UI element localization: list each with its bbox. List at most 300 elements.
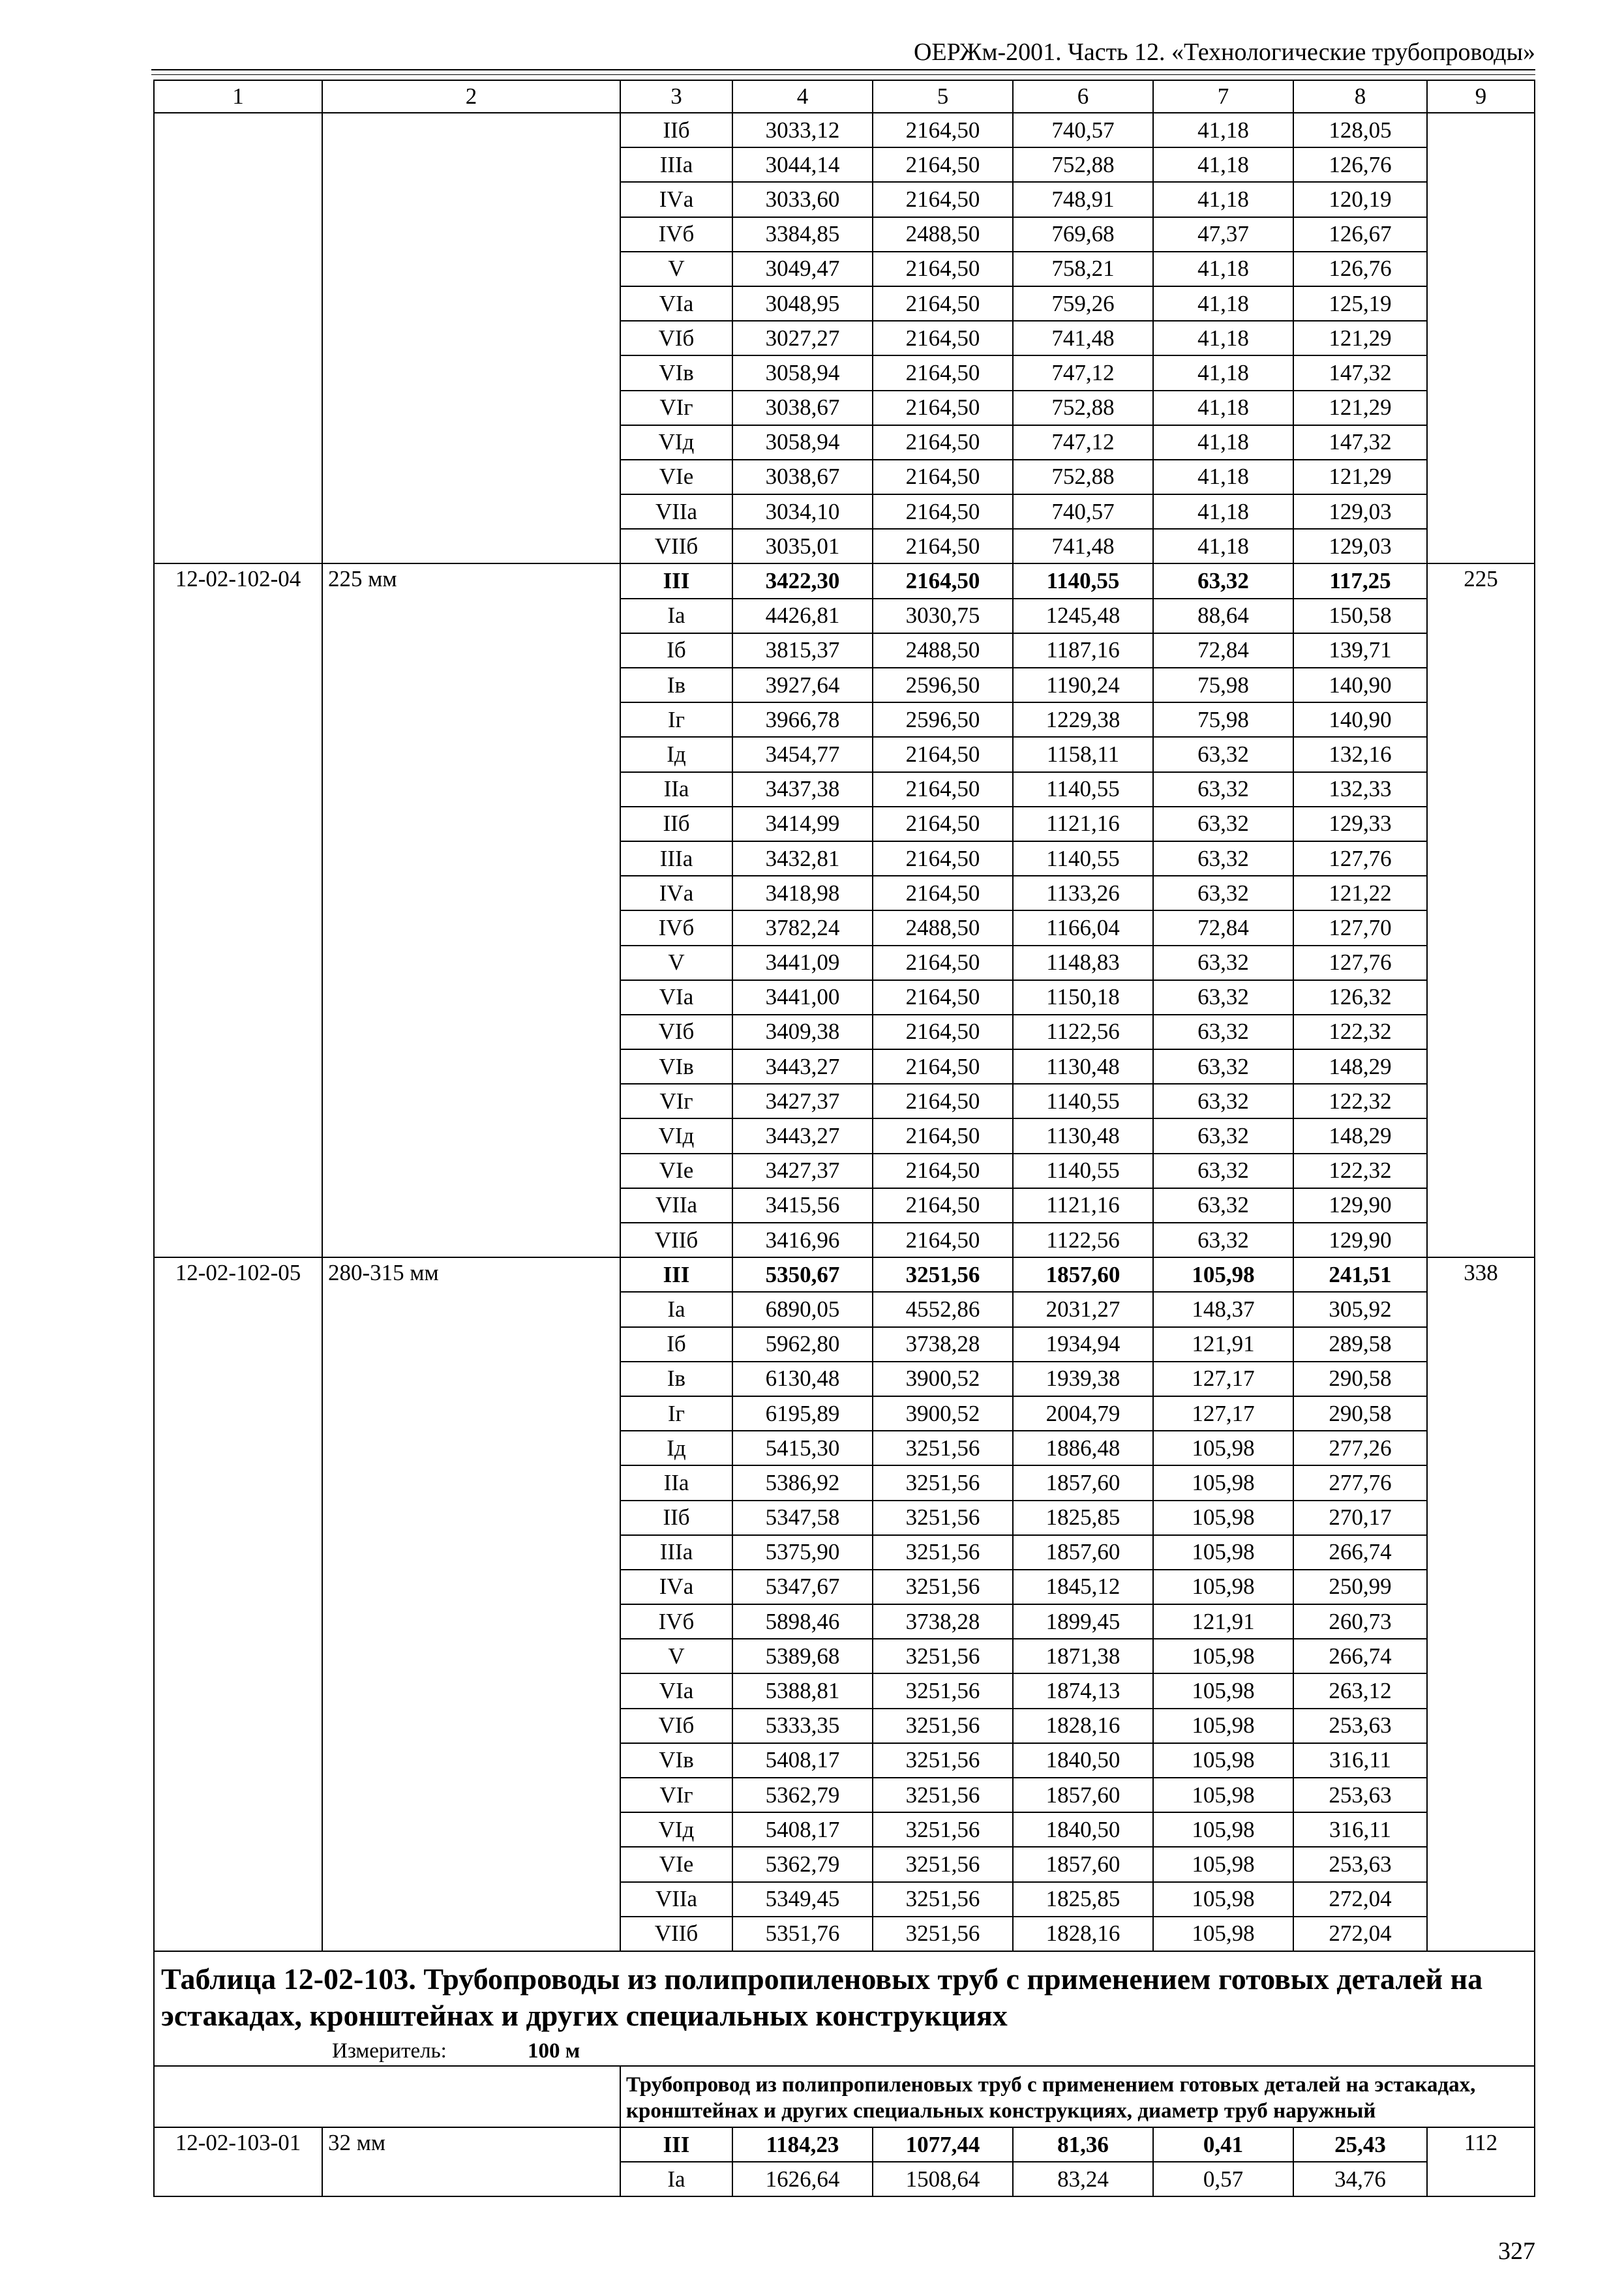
running-header: ОЕРЖм-2001. Часть 12. «Технологические трубопроводы» (151, 38, 1535, 70)
value-cell: 121,22 (1293, 876, 1427, 910)
value-cell: 122,32 (1293, 1154, 1427, 1188)
value-cell: 1187,16 (1013, 633, 1153, 668)
value-cell: 81,36 (1013, 2127, 1153, 2162)
value-cell: 1825,85 (1013, 1501, 1153, 1535)
value-cell: 6890,05 (732, 1292, 873, 1326)
value-cell: 41,18 (1153, 147, 1293, 182)
value-cell: 277,76 (1293, 1465, 1427, 1500)
value-cell: 126,67 (1293, 217, 1427, 252)
value-cell: 5350,67 (732, 1257, 873, 1292)
value-cell: 241,51 (1293, 1257, 1427, 1292)
col9-cell (1427, 113, 1535, 563)
description: Трубопровод из полипропиленовых труб с применением готовых деталей на эстакадах, кронштейнах и других специальных конструкциях, диаметр труб наружный (620, 2066, 1535, 2127)
value-cell: 266,74 (1293, 1535, 1427, 1570)
value-cell: 752,88 (1013, 391, 1153, 425)
zone-cell: IVб (620, 910, 732, 945)
value-cell: 3251,56 (873, 1673, 1013, 1708)
value-cell: 105,98 (1153, 1431, 1293, 1465)
value-cell: 3414,99 (732, 807, 873, 841)
value-cell: 63,32 (1153, 1223, 1293, 1257)
value-cell: 3049,47 (732, 252, 873, 286)
value-cell: 2164,50 (873, 737, 1013, 771)
value-cell: 129,03 (1293, 494, 1427, 529)
value-cell: 127,17 (1153, 1362, 1293, 1396)
value-cell: 105,98 (1153, 1917, 1293, 1951)
value-cell: 105,98 (1153, 1465, 1293, 1500)
zone-cell: VIе (620, 1154, 732, 1188)
value-cell: 63,32 (1153, 807, 1293, 841)
value-cell: 41,18 (1153, 391, 1293, 425)
value-cell: 63,32 (1153, 876, 1293, 910)
value-cell: 2164,50 (873, 807, 1013, 841)
value-cell: 121,91 (1153, 1327, 1293, 1362)
value-cell: 105,98 (1153, 1673, 1293, 1708)
value-cell: 1871,38 (1013, 1639, 1153, 1673)
zone-cell: VIд (620, 425, 732, 460)
value-cell: 121,91 (1153, 1604, 1293, 1639)
column-number: 6 (1013, 80, 1153, 113)
description-row (154, 2066, 1535, 2127)
value-cell: 148,29 (1293, 1118, 1427, 1153)
value-cell: 250,99 (1293, 1570, 1427, 1604)
value-cell: 4426,81 (732, 599, 873, 633)
value-cell: 3048,95 (732, 286, 873, 321)
value-cell: 266,74 (1293, 1639, 1427, 1673)
value-cell: 3782,24 (732, 910, 873, 945)
zone-cell: VIIб (620, 529, 732, 563)
zone-cell: VIг (620, 1778, 732, 1812)
meter-label: Измеритель: (332, 2039, 447, 2063)
value-cell: 1845,12 (1013, 1570, 1153, 1604)
value-cell: 769,68 (1013, 217, 1153, 252)
rate-code: 12-02-102-04 (154, 563, 322, 1257)
value-cell: 5362,79 (732, 1847, 873, 1881)
value-cell: 3033,60 (732, 182, 873, 217)
value-cell: 41,18 (1153, 494, 1293, 529)
value-cell: 3416,96 (732, 1223, 873, 1257)
value-cell: 1939,38 (1013, 1362, 1153, 1396)
value-cell: 270,17 (1293, 1501, 1427, 1535)
value-cell: 2596,50 (873, 702, 1013, 737)
column-number: 7 (1153, 80, 1293, 113)
value-cell: 1150,18 (1013, 980, 1153, 1015)
zone-cell: VIа (620, 286, 732, 321)
zone-cell: VIIа (620, 1188, 732, 1223)
value-cell: 105,98 (1153, 1812, 1293, 1847)
value-cell: 72,84 (1153, 633, 1293, 668)
rate-code: 12-02-103-01 (154, 2127, 322, 2196)
value-cell: 5388,81 (732, 1673, 873, 1708)
value-cell: 3454,77 (732, 737, 873, 771)
zone-cell: V (620, 946, 732, 980)
zone-cell: VIIб (620, 1917, 732, 1951)
value-cell: 5362,79 (732, 1778, 873, 1812)
rates-table-body (154, 80, 1535, 2196)
value-cell: 125,19 (1293, 286, 1427, 321)
value-cell: 139,71 (1293, 633, 1427, 668)
value-cell: 25,43 (1293, 2127, 1427, 2162)
value-cell: 1077,44 (873, 2127, 1013, 2162)
zone-cell: VIе (620, 460, 732, 494)
value-cell: 147,32 (1293, 425, 1427, 460)
value-cell: 2164,50 (873, 1223, 1013, 1257)
value-cell: 5408,17 (732, 1743, 873, 1778)
value-cell: 105,98 (1153, 1501, 1293, 1535)
value-cell: 1229,38 (1013, 702, 1153, 737)
value-cell: 1874,13 (1013, 1673, 1153, 1708)
value-cell: 3030,75 (873, 599, 1013, 633)
value-cell: 83,24 (1013, 2162, 1153, 2196)
value-cell: 2164,50 (873, 772, 1013, 807)
value-cell: 3044,14 (732, 147, 873, 182)
value-cell: 277,26 (1293, 1431, 1427, 1465)
rate-name: 280-315 мм (322, 1257, 620, 1951)
value-cell: 1626,64 (732, 2162, 873, 2196)
value-cell: 5898,46 (732, 1604, 873, 1639)
value-cell: 63,32 (1153, 563, 1293, 598)
value-cell: 3251,56 (873, 1465, 1013, 1500)
value-cell: 1148,83 (1013, 946, 1153, 980)
value-cell: 3251,56 (873, 1431, 1013, 1465)
value-cell: 2164,50 (873, 182, 1013, 217)
value-cell: 105,98 (1153, 1847, 1293, 1881)
value-cell: 1122,56 (1013, 1015, 1153, 1049)
column-number: 9 (1427, 80, 1535, 113)
value-cell: 1166,04 (1013, 910, 1153, 945)
value-cell: 1857,60 (1013, 1778, 1153, 1812)
value-cell: 3427,37 (732, 1154, 873, 1188)
value-cell: 88,64 (1153, 599, 1293, 633)
value-cell: 41,18 (1153, 460, 1293, 494)
value-cell: 3418,98 (732, 876, 873, 910)
rate-code: 12-02-102-05 (154, 1257, 322, 1951)
column-number: 1 (154, 80, 322, 113)
value-cell: 126,32 (1293, 980, 1427, 1015)
value-cell: 140,90 (1293, 668, 1427, 702)
value-cell: 758,21 (1013, 252, 1153, 286)
value-cell: 63,32 (1153, 1154, 1293, 1188)
zone-cell: VIб (620, 321, 732, 355)
value-cell: 5347,58 (732, 1501, 873, 1535)
value-cell: 752,88 (1013, 147, 1153, 182)
value-cell: 150,58 (1293, 599, 1427, 633)
value-cell: 1828,16 (1013, 1709, 1153, 1743)
value-cell: 63,32 (1153, 1118, 1293, 1153)
value-cell: 2488,50 (873, 633, 1013, 668)
value-cell: 2164,50 (873, 1154, 1013, 1188)
value-cell: 41,18 (1153, 425, 1293, 460)
value-cell: 2164,50 (873, 425, 1013, 460)
rate-name: 32 мм (322, 2127, 620, 2196)
col9-cell: 225 (1427, 563, 1535, 1257)
value-cell: 129,90 (1293, 1188, 1427, 1223)
value-cell: 2596,50 (873, 668, 1013, 702)
value-cell: 105,98 (1153, 1535, 1293, 1570)
zone-cell: VIIб (620, 1223, 732, 1257)
value-cell: 121,29 (1293, 321, 1427, 355)
value-cell: 1133,26 (1013, 876, 1153, 910)
value-cell: 3437,38 (732, 772, 873, 807)
zone-cell: VIв (620, 1049, 732, 1084)
value-cell: 5962,80 (732, 1327, 873, 1362)
zone-cell: VIб (620, 1015, 732, 1049)
value-cell: 41,18 (1153, 355, 1293, 390)
value-cell: 63,32 (1153, 737, 1293, 771)
value-cell: 759,26 (1013, 286, 1153, 321)
value-cell: 5351,76 (732, 1917, 873, 1951)
value-cell: 316,11 (1293, 1743, 1427, 1778)
value-cell: 2164,50 (873, 1188, 1013, 1223)
meter-row (154, 2037, 1535, 2066)
value-cell: 2164,50 (873, 1015, 1013, 1049)
value-cell: 1184,23 (732, 2127, 873, 2162)
value-cell: 3966,78 (732, 702, 873, 737)
zone-cell: Iб (620, 1327, 732, 1362)
value-cell: 1130,48 (1013, 1049, 1153, 1084)
table-row (154, 563, 1535, 598)
value-cell: 253,63 (1293, 1778, 1427, 1812)
zone-cell: IVб (620, 1604, 732, 1639)
value-cell: 3251,56 (873, 1535, 1013, 1570)
value-cell: 1130,48 (1013, 1118, 1153, 1153)
value-cell: 3927,64 (732, 668, 873, 702)
value-cell: 3443,27 (732, 1118, 873, 1153)
value-cell: 5389,68 (732, 1639, 873, 1673)
value-cell: 2164,50 (873, 494, 1013, 529)
value-cell: 3900,52 (873, 1362, 1013, 1396)
zone-cell: IVа (620, 182, 732, 217)
value-cell: 63,32 (1153, 1084, 1293, 1118)
value-cell: 3251,56 (873, 1917, 1013, 1951)
value-cell: 3038,67 (732, 460, 873, 494)
value-cell: 1934,94 (1013, 1327, 1153, 1362)
value-cell: 5415,30 (732, 1431, 873, 1465)
value-cell: 3415,56 (732, 1188, 873, 1223)
value-cell: 105,98 (1153, 1570, 1293, 1604)
value-cell: 63,32 (1153, 772, 1293, 807)
value-cell: 3251,56 (873, 1501, 1013, 1535)
value-cell: 2164,50 (873, 1049, 1013, 1084)
value-cell: 127,17 (1153, 1396, 1293, 1431)
zone-cell: IVа (620, 1570, 732, 1604)
value-cell: 129,33 (1293, 807, 1427, 841)
value-cell: 1140,55 (1013, 1084, 1153, 1118)
value-cell: 2164,50 (873, 355, 1013, 390)
zone-cell: III (620, 1257, 732, 1292)
column-number: 2 (322, 80, 620, 113)
value-cell: 122,32 (1293, 1015, 1427, 1049)
zone-cell: Iв (620, 668, 732, 702)
value-cell: 3427,37 (732, 1084, 873, 1118)
value-cell: 0,41 (1153, 2127, 1293, 2162)
value-cell: 2164,50 (873, 841, 1013, 876)
zone-cell: IIIа (620, 147, 732, 182)
value-cell: 2488,50 (873, 217, 1013, 252)
value-cell: 2164,50 (873, 147, 1013, 182)
value-cell: 2164,50 (873, 876, 1013, 910)
value-cell: 1857,60 (1013, 1257, 1153, 1292)
value-cell: 747,12 (1013, 425, 1153, 460)
value-cell: 41,18 (1153, 286, 1293, 321)
value-cell: 3251,56 (873, 1882, 1013, 1917)
value-cell: 1140,55 (1013, 772, 1153, 807)
zone-cell: VIв (620, 1743, 732, 1778)
description-spacer (154, 2066, 620, 2127)
value-cell: 3251,56 (873, 1812, 1013, 1847)
value-cell: 305,92 (1293, 1292, 1427, 1326)
zone-cell: IIб (620, 1501, 732, 1535)
zone-cell: IVа (620, 876, 732, 910)
value-cell: 148,37 (1153, 1292, 1293, 1326)
zone-cell: VIа (620, 980, 732, 1015)
zone-cell: Iг (620, 702, 732, 737)
value-cell: 3251,56 (873, 1639, 1013, 1673)
zone-cell: VIд (620, 1118, 732, 1153)
value-cell: 41,18 (1153, 252, 1293, 286)
value-cell: 289,58 (1293, 1327, 1427, 1362)
value-cell: 105,98 (1153, 1743, 1293, 1778)
zone-cell: Iв (620, 1362, 732, 1396)
value-cell: 128,05 (1293, 113, 1427, 147)
value-cell: 105,98 (1153, 1709, 1293, 1743)
value-cell: 1899,45 (1013, 1604, 1153, 1639)
value-cell: 127,76 (1293, 841, 1427, 876)
zone-cell: VIг (620, 391, 732, 425)
value-cell: 2164,50 (873, 321, 1013, 355)
value-cell: 1508,64 (873, 2162, 1013, 2196)
value-cell: 2164,50 (873, 563, 1013, 598)
value-cell: 120,19 (1293, 182, 1427, 217)
value-cell: 3422,30 (732, 563, 873, 598)
col9-cell: 112 (1427, 2127, 1535, 2196)
value-cell: 127,76 (1293, 946, 1427, 980)
zone-cell: Iг (620, 1396, 732, 1431)
value-cell: 1857,60 (1013, 1847, 1153, 1881)
zone-cell: IIа (620, 1465, 732, 1500)
value-cell: 3441,00 (732, 980, 873, 1015)
value-cell: 63,32 (1153, 1015, 1293, 1049)
value-cell: 253,63 (1293, 1709, 1427, 1743)
value-cell: 126,76 (1293, 147, 1427, 182)
page-number: 327 (1498, 2237, 1535, 2265)
value-cell: 117,25 (1293, 563, 1427, 598)
value-cell: 6130,48 (732, 1362, 873, 1396)
value-cell: 3251,56 (873, 1743, 1013, 1778)
value-cell: 740,57 (1013, 494, 1153, 529)
value-cell: 6195,89 (732, 1396, 873, 1431)
header-rule (151, 74, 1535, 75)
value-cell: 1121,16 (1013, 807, 1153, 841)
column-number: 5 (873, 80, 1013, 113)
value-cell: 1140,55 (1013, 563, 1153, 598)
value-cell: 127,70 (1293, 910, 1427, 945)
value-cell: 1825,85 (1013, 1882, 1153, 1917)
zone-cell: IIб (620, 113, 732, 147)
value-cell: 3443,27 (732, 1049, 873, 1084)
value-cell: 132,33 (1293, 772, 1427, 807)
table-title-row (154, 1951, 1535, 2037)
value-cell: 2004,79 (1013, 1396, 1153, 1431)
value-cell: 2164,50 (873, 529, 1013, 563)
value-cell: 2488,50 (873, 910, 1013, 945)
value-cell: 2164,50 (873, 391, 1013, 425)
value-cell: 3058,94 (732, 425, 873, 460)
value-cell: 3738,28 (873, 1327, 1013, 1362)
value-cell: 3251,56 (873, 1778, 1013, 1812)
value-cell: 1140,55 (1013, 1154, 1153, 1188)
zone-cell: Iа (620, 2162, 732, 2196)
zone-cell: VIIа (620, 1882, 732, 1917)
value-cell: 3815,37 (732, 633, 873, 668)
value-cell: 0,57 (1153, 2162, 1293, 2196)
value-cell: 2164,50 (873, 946, 1013, 980)
value-cell: 3409,38 (732, 1015, 873, 1049)
value-cell: 3738,28 (873, 1604, 1013, 1639)
rate-code (154, 113, 322, 563)
column-number: 8 (1293, 80, 1427, 113)
value-cell: 2164,50 (873, 286, 1013, 321)
zone-cell: VIIа (620, 494, 732, 529)
zone-cell: Iа (620, 1292, 732, 1326)
value-cell: 2031,27 (1013, 1292, 1153, 1326)
table-row (154, 113, 1535, 147)
value-cell: 63,32 (1153, 980, 1293, 1015)
value-cell: 3384,85 (732, 217, 873, 252)
value-cell: 121,29 (1293, 391, 1427, 425)
value-cell: 41,18 (1153, 182, 1293, 217)
value-cell: 3027,27 (732, 321, 873, 355)
rate-name (322, 113, 620, 563)
value-cell: 2164,50 (873, 980, 1013, 1015)
value-cell: 3251,56 (873, 1709, 1013, 1743)
value-cell: 75,98 (1153, 702, 1293, 737)
zone-cell: VIг (620, 1084, 732, 1118)
value-cell: 132,16 (1293, 737, 1427, 771)
meter-cell (154, 2037, 1535, 2066)
value-cell: 5333,35 (732, 1709, 873, 1743)
zone-cell: IIIа (620, 1535, 732, 1570)
table-row (154, 1257, 1535, 1292)
value-cell: 3033,12 (732, 113, 873, 147)
value-cell: 72,84 (1153, 910, 1293, 945)
column-number-row (154, 80, 1535, 113)
zone-cell: VIв (620, 355, 732, 390)
value-cell: 3432,81 (732, 841, 873, 876)
value-cell: 752,88 (1013, 460, 1153, 494)
value-cell: 2164,50 (873, 113, 1013, 147)
value-cell: 5408,17 (732, 1812, 873, 1847)
value-cell: 3251,56 (873, 1570, 1013, 1604)
value-cell: 1190,24 (1013, 668, 1153, 702)
value-cell: 2164,50 (873, 252, 1013, 286)
value-cell: 105,98 (1153, 1257, 1293, 1292)
value-cell: 3251,56 (873, 1847, 1013, 1881)
value-cell: 316,11 (1293, 1812, 1427, 1847)
column-number: 3 (620, 80, 732, 113)
zone-cell: Iд (620, 1431, 732, 1465)
value-cell: 105,98 (1153, 1882, 1293, 1917)
value-cell: 1840,50 (1013, 1743, 1153, 1778)
value-cell: 260,73 (1293, 1604, 1427, 1639)
value-cell: 105,98 (1153, 1639, 1293, 1673)
value-cell: 3035,01 (732, 529, 873, 563)
zone-cell: VIе (620, 1847, 732, 1881)
rate-name: 225 мм (322, 563, 620, 1257)
value-cell: 63,32 (1153, 1188, 1293, 1223)
value-cell: 5349,45 (732, 1882, 873, 1917)
zone-cell: VIд (620, 1812, 732, 1847)
value-cell: 1121,16 (1013, 1188, 1153, 1223)
